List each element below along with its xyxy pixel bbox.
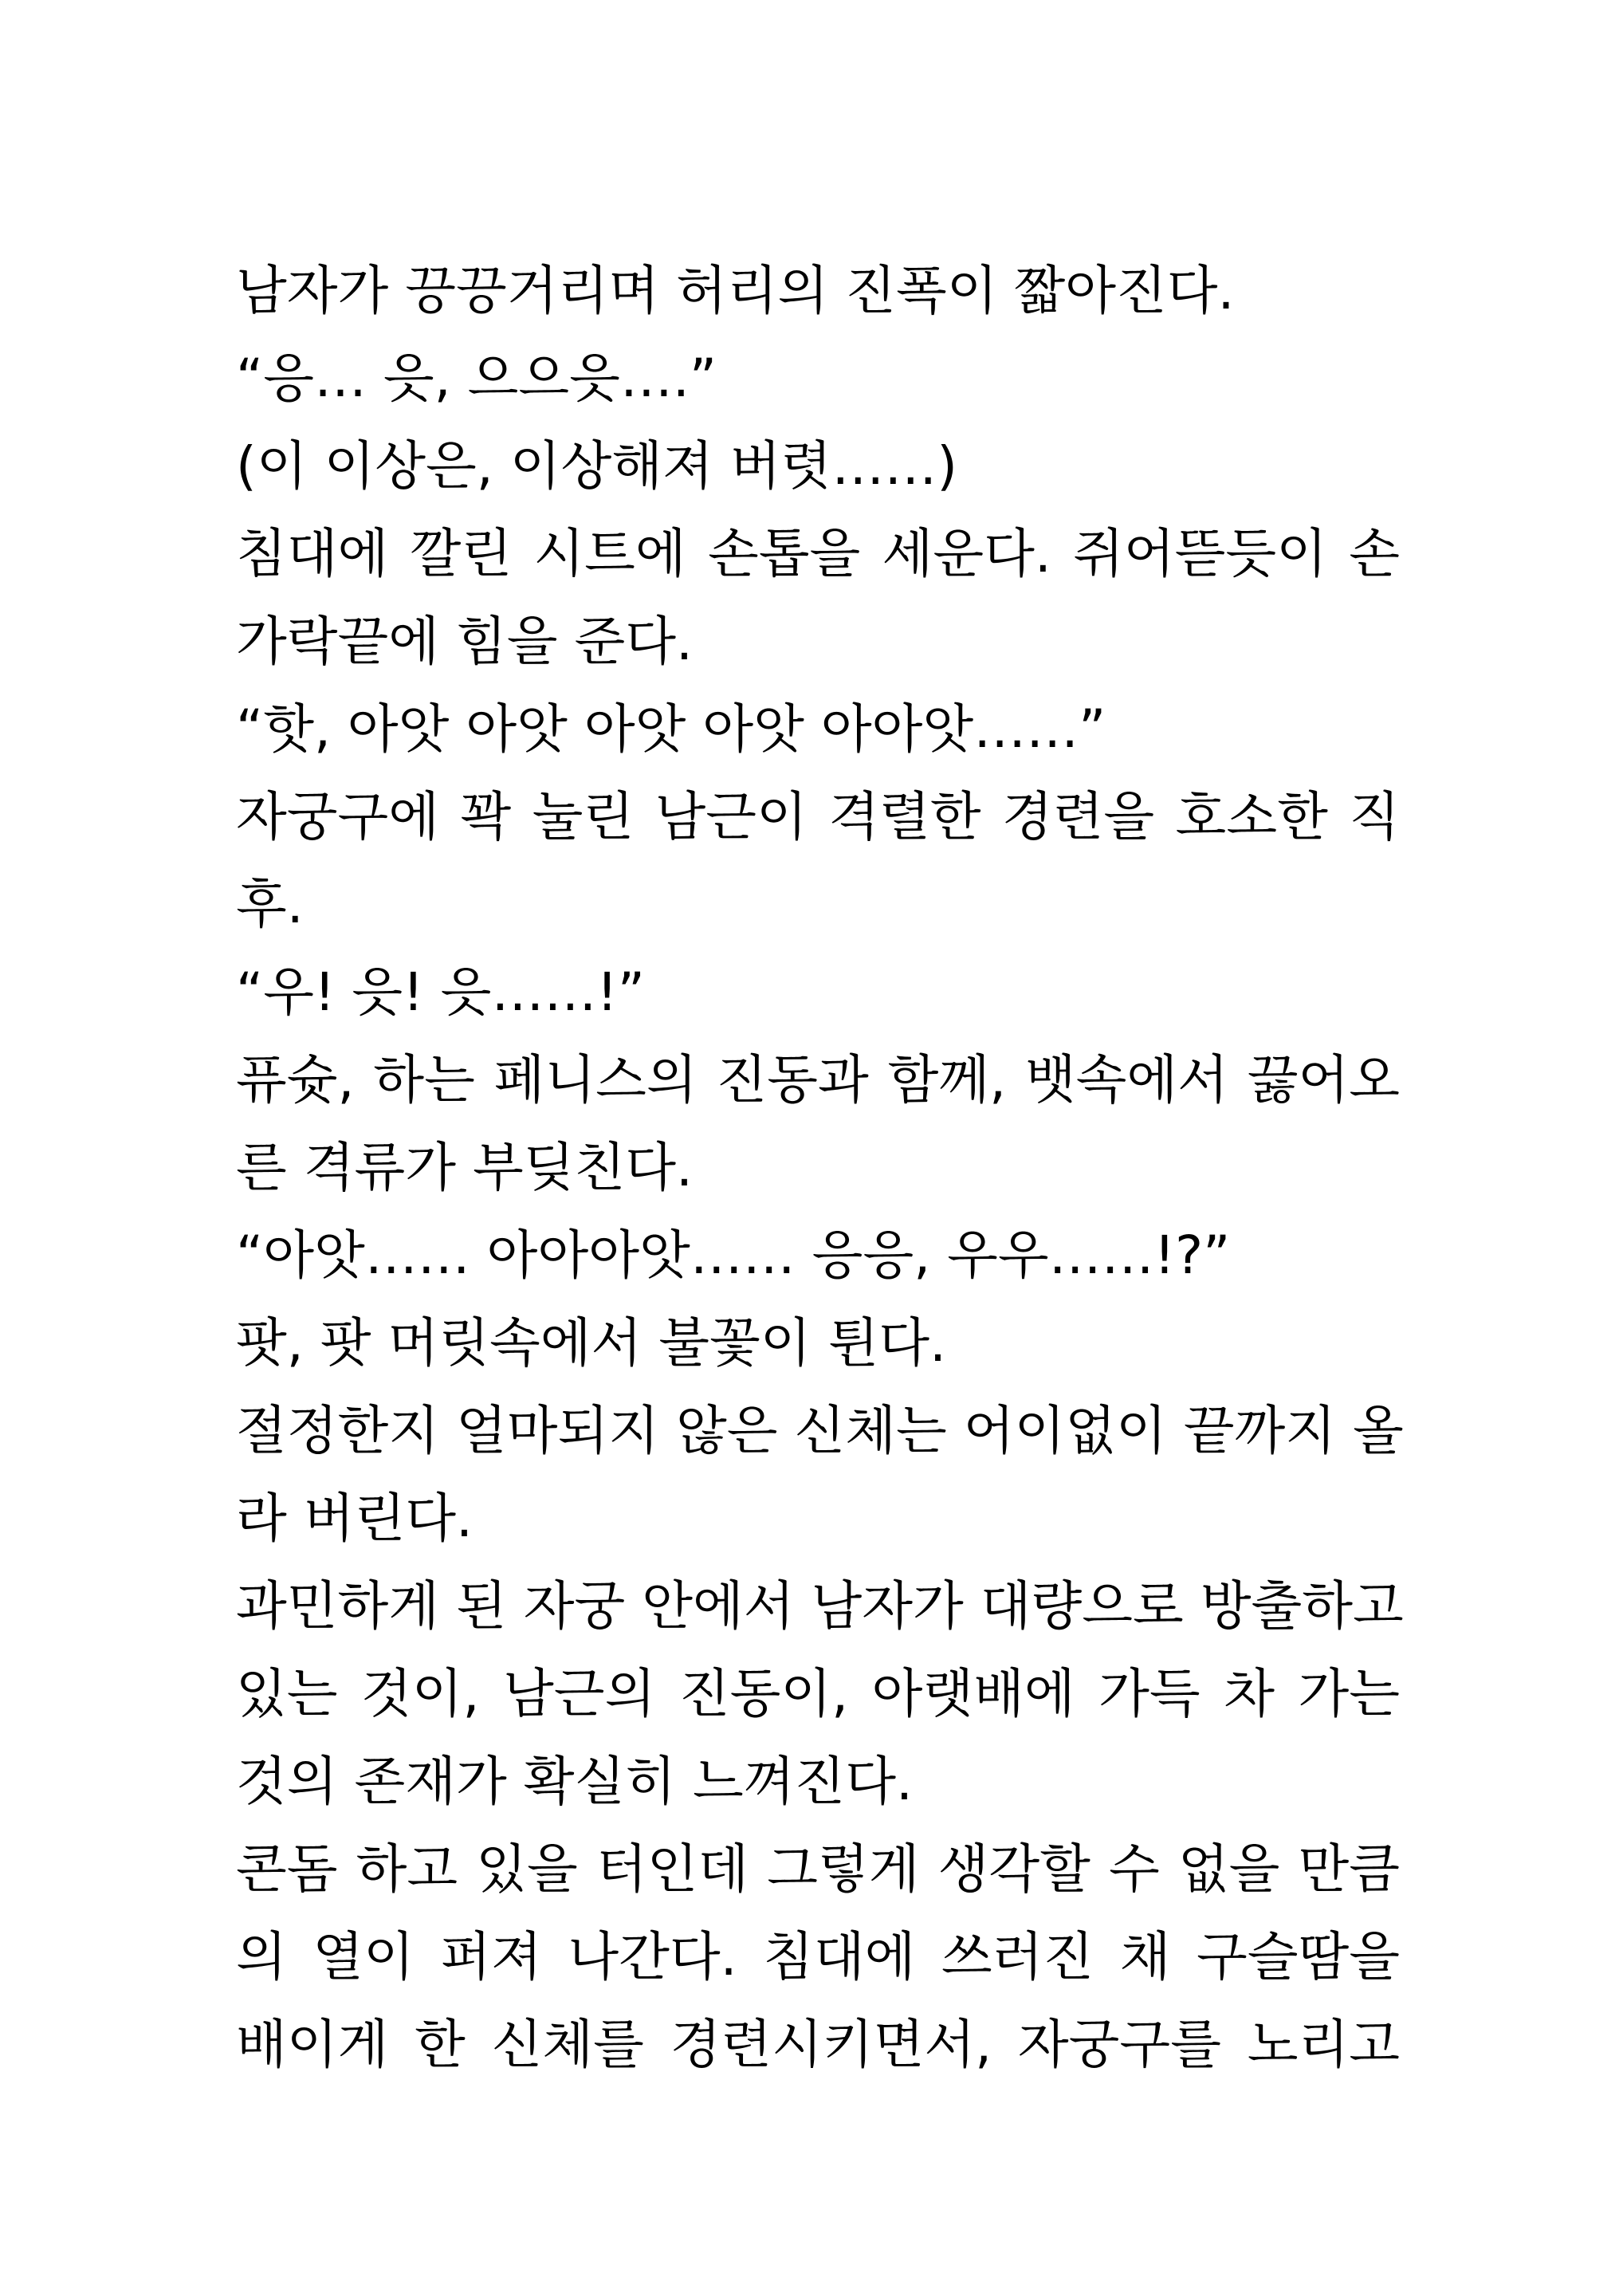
text-line: “핫, 아앗 아앗 아앗 아앗 아아앗……”	[236, 698, 1106, 760]
text-line: 자궁구에 꽉 눌린 남근이 격렬한 경련을 호소한 직	[236, 786, 1400, 847]
text-line: 남자가 끙끙거리며 허리의 진폭이 짧아진다.	[236, 260, 1235, 321]
text-line: 라 버린다.	[236, 1488, 473, 1549]
text-line: “아앗…… 아아아앗…… 응응, 우우……!?”	[236, 1225, 1231, 1286]
text-line: (이 이상은, 이상해져 버렷……)	[236, 435, 957, 497]
text-line: 것의 존재가 확실히 느껴진다.	[236, 1751, 913, 1812]
text-line: 있는 것이, 남근의 진동이, 아랫배에 가득 차 가는	[236, 1663, 1400, 1724]
text-line: 콘돔 하고 있을 터인데 그렇게 생각할 수 없을 만큼	[236, 1838, 1400, 1900]
text-line: 의 열이 퍼져 나간다. 침대에 쓰러진 채 구슬땀을	[236, 1926, 1400, 1987]
text-line: 과민하게 된 자궁 안에서 남자가 대량으로 방출하고	[236, 1575, 1404, 1637]
text-line: 배이게 한 신체를 경련시키면서, 자궁구를 노리고	[236, 2014, 1400, 2075]
text-line: 침대에 깔린 시트에 손톱을 세운다. 쥐어뜯듯이 손	[236, 523, 1400, 584]
text-line: 후.	[236, 874, 304, 935]
text-line: 절정한지 얼마되지 않은 신체는 어이없이 끝까지 올	[236, 1400, 1404, 1461]
text-line: 팟, 팟 머릿속에서 불꽃이 튄다.	[236, 1312, 946, 1374]
text-line: “우! 읏! 읏……!”	[236, 961, 645, 1023]
text-line: 가락끝에 힘을 준다.	[236, 611, 693, 672]
text-line: 퓨슛, 하는 페니스의 진동과 함께, 뱃속에서 끓어오	[236, 1049, 1400, 1111]
body-text	[236, 247, 1404, 2089]
text-line: 른 격류가 부딪친다.	[236, 1137, 693, 1198]
text-line: “응… 읏, 으으읏….”	[236, 348, 717, 409]
